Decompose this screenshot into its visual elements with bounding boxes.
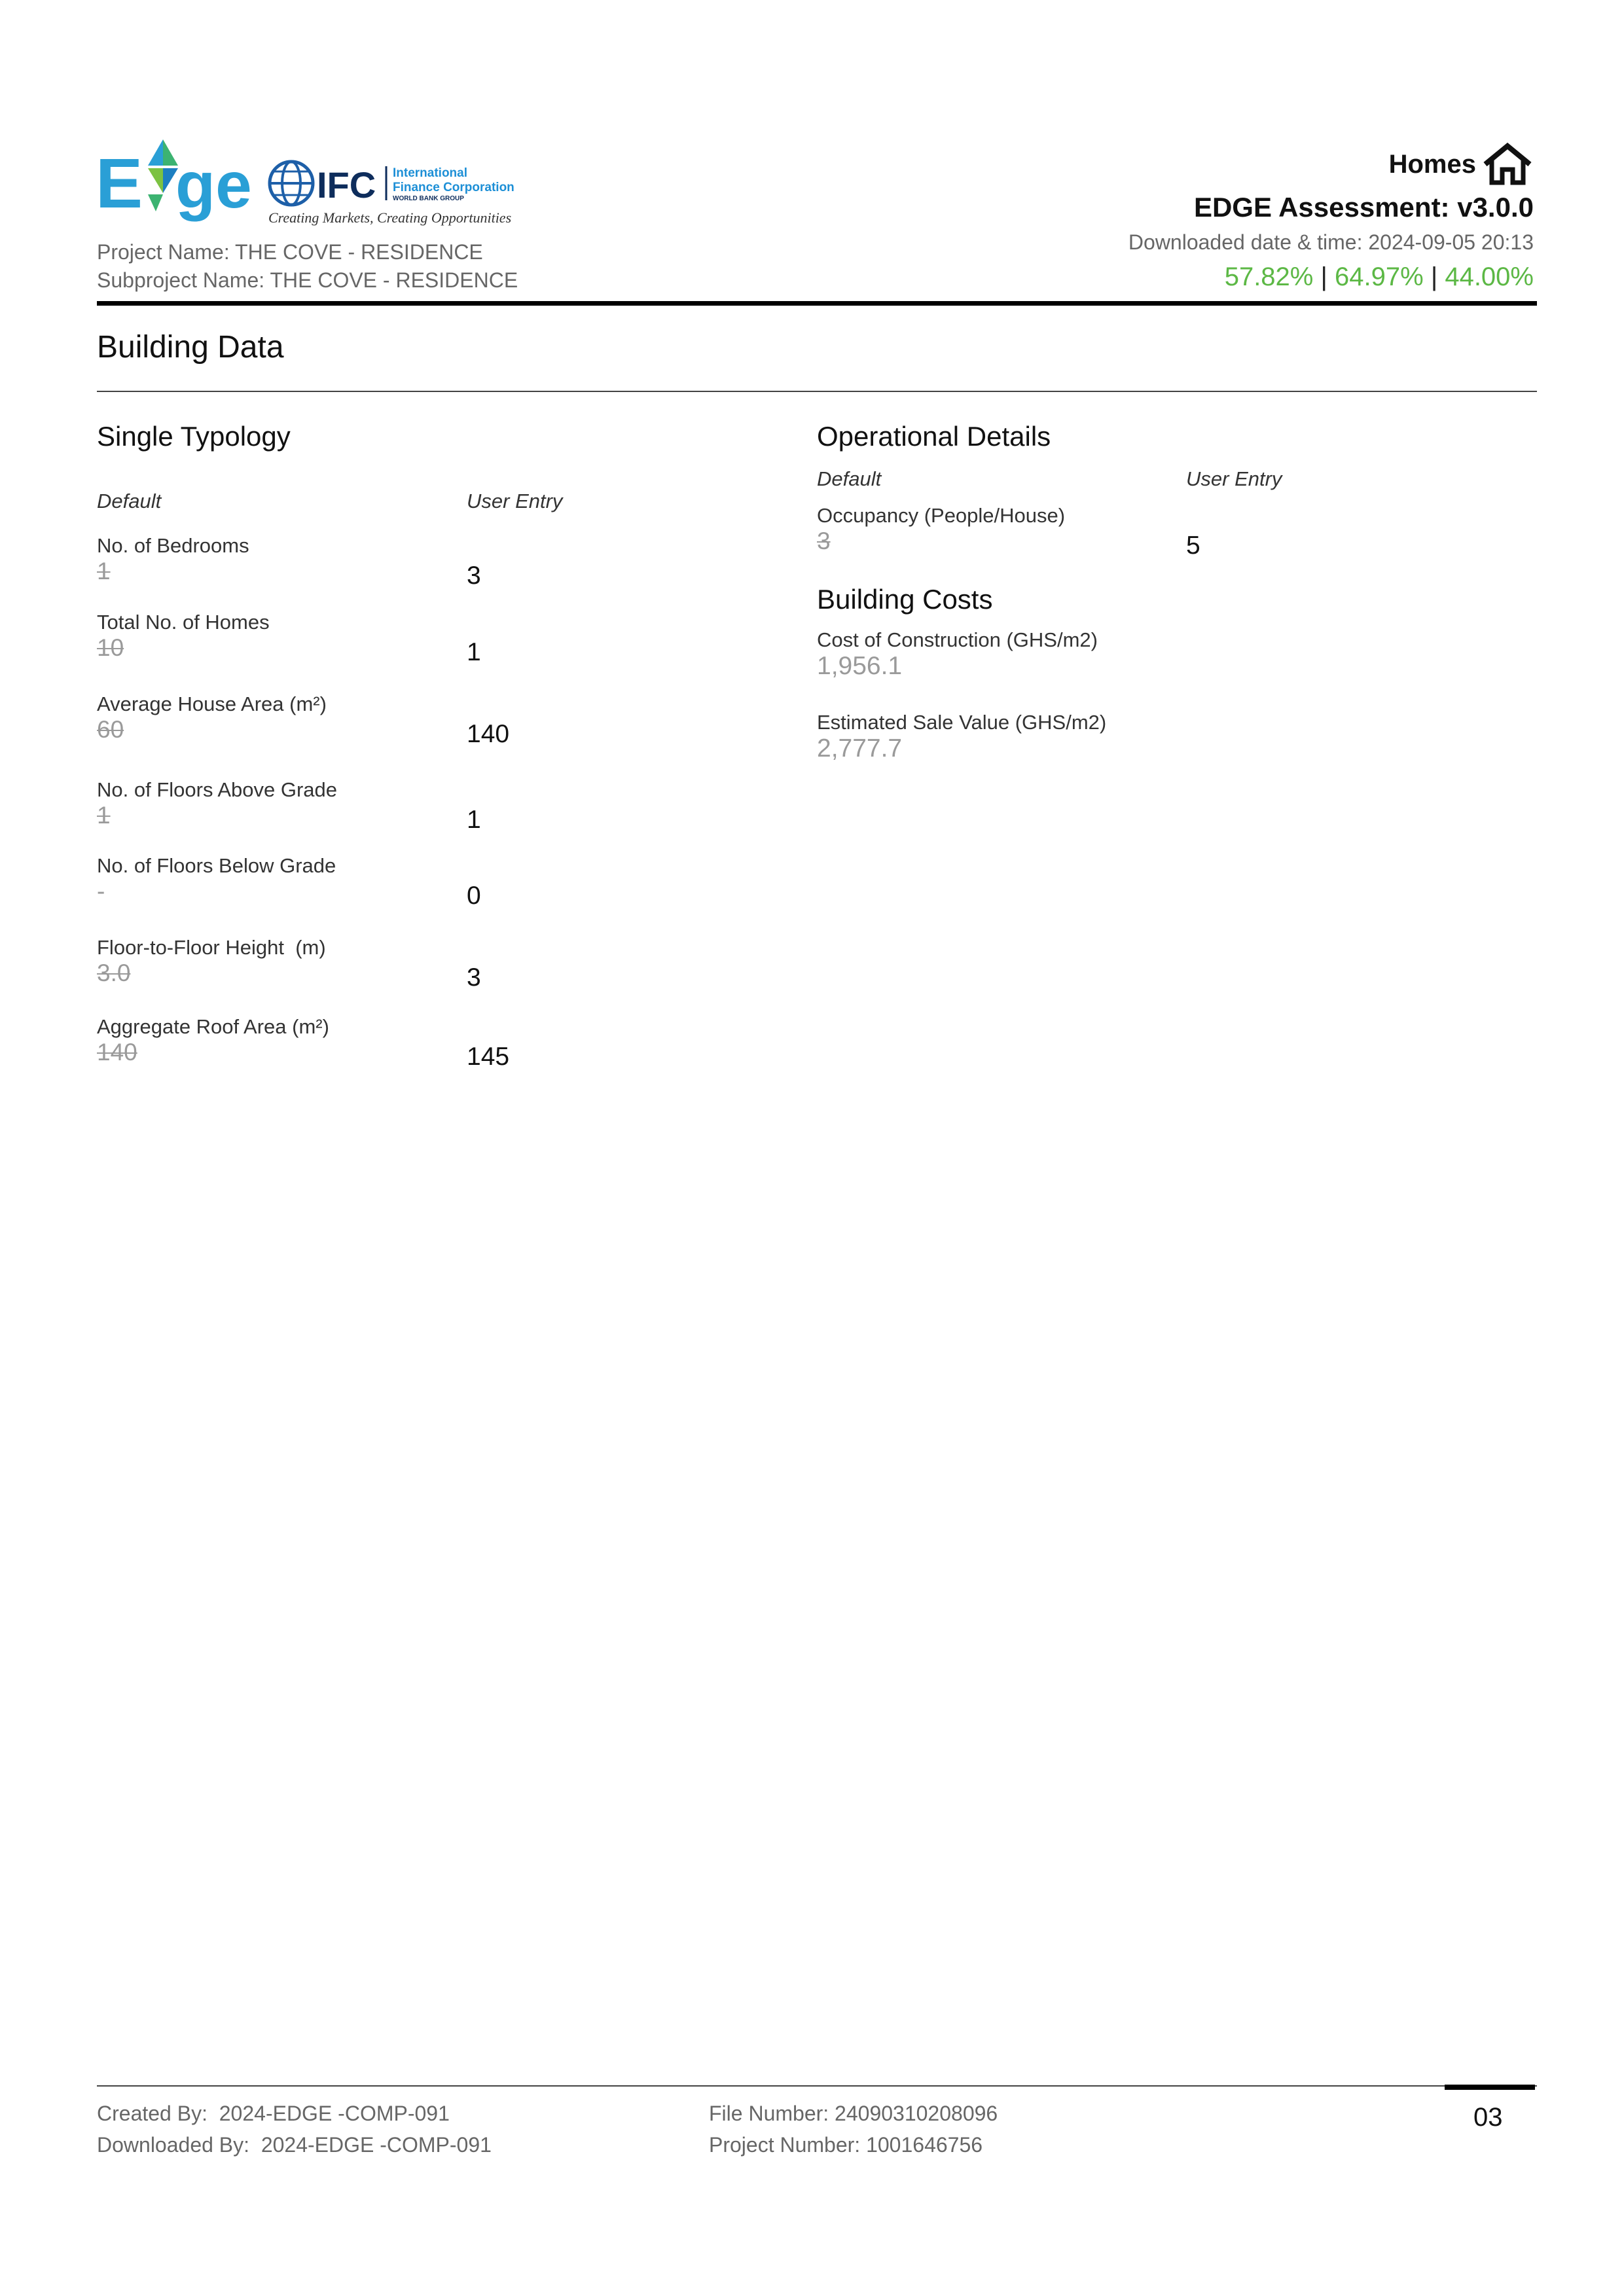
project-info <box>97 238 518 295</box>
row-label: No. of Floors Above Grade <box>97 778 338 801</box>
subproject-name <box>97 266 518 295</box>
header-divider <box>97 301 1537 306</box>
operational-col-default: Default <box>817 467 882 490</box>
row-default: 1 <box>97 802 111 829</box>
row-default: 1 <box>97 558 111 584</box>
downloaded-datetime: Downloaded date & time: 2024-09-05 20:13 <box>1128 230 1534 254</box>
row-default: 60 <box>97 716 124 743</box>
project-number: Project Number: 1001646756 <box>709 2133 983 2157</box>
water-score: 64.97% <box>1335 262 1424 291</box>
svg-text:ge: ge <box>175 149 252 222</box>
house-icon <box>1481 141 1534 188</box>
typology-col-default: Default <box>97 490 162 512</box>
savings-scores: 57.82% | 64.97% | 44.00% <box>1224 262 1534 291</box>
row-label: No. of Floors Below Grade <box>97 854 336 877</box>
operational-heading: Operational Details <box>817 421 1051 452</box>
row-label: Total No. of Homes <box>97 611 270 634</box>
row-floors-below <box>97 854 686 910</box>
operational-col-user: User Entry <box>1186 467 1282 490</box>
page-title: Building Data <box>97 330 284 365</box>
footer-divider <box>97 2085 1537 2087</box>
project-name-value: THE COVE - RESIDENCE <box>235 240 483 264</box>
row-label: Occupancy (People/House) <box>817 504 1066 527</box>
row-label: Floor-to-Floor Height (m) <box>97 936 326 959</box>
svg-text:Creating Markets, Creating Opp: Creating Markets, Creating Opportunities <box>268 209 512 226</box>
row-house-area <box>97 692 686 748</box>
row-value: 2,777.7 <box>817 734 903 762</box>
svg-text:IFC: IFC <box>317 164 376 206</box>
project-name-label: Project Name: <box>97 240 230 264</box>
page-number: 03 <box>1473 2103 1503 2132</box>
row-value: 1,956.1 <box>817 652 903 680</box>
row-total-homes <box>97 611 686 666</box>
row-label: Estimated Sale Value (GHS/m2) <box>817 711 1107 734</box>
row-construction-cost <box>817 628 1098 681</box>
row-user: 5 <box>1186 531 1200 560</box>
row-sale-value <box>817 711 1106 763</box>
row-default: 3 <box>817 528 831 554</box>
project-name <box>97 238 518 266</box>
typology-heading: Single Typology <box>97 421 291 452</box>
typology-col-user: User Entry <box>467 490 563 512</box>
title-divider <box>97 391 1537 392</box>
energy-score: 57.82% <box>1224 262 1314 291</box>
subproject-name-label: Subproject Name: <box>97 268 265 292</box>
svg-text:Finance Corporation: Finance Corporation <box>393 181 514 194</box>
row-user: 140 <box>467 720 510 748</box>
row-occupancy <box>817 504 1406 560</box>
row-user: 3 <box>467 963 481 992</box>
row-bedrooms <box>97 534 686 590</box>
footer-middle <box>709 2098 998 2161</box>
assessment-version: EDGE Assessment: v3.0.0 <box>1193 192 1534 223</box>
row-user: 3 <box>467 562 481 590</box>
row-default: 140 <box>97 1039 137 1066</box>
created-by: Created By: 2024-EDGE -COMP-091 <box>97 2102 450 2125</box>
edge-logo <box>96 134 252 223</box>
row-user: 0 <box>467 882 481 910</box>
file-number: File Number: 24090310208096 <box>709 2102 998 2125</box>
assessment-info <box>1128 137 1534 296</box>
row-roof-area <box>97 1015 686 1071</box>
row-label: Average House Area (m²) <box>97 692 327 715</box>
page-number-bar <box>1445 2085 1535 2090</box>
svg-text:WORLD BANK GROUP: WORLD BANK GROUP <box>393 195 464 202</box>
svg-text:International: International <box>393 166 468 180</box>
row-label: Aggregate Roof Area (m²) <box>97 1015 329 1038</box>
row-default: 3.0 <box>97 960 131 986</box>
footer-left <box>97 2098 492 2161</box>
row-default: - <box>97 878 105 905</box>
row-user: 1 <box>467 638 481 666</box>
row-label: Cost of Construction (GHS/m2) <box>817 628 1098 651</box>
row-floors-above <box>97 778 686 834</box>
subproject-name-value: THE COVE - RESIDENCE <box>270 268 518 292</box>
row-label: No. of Bedrooms <box>97 534 249 557</box>
row-default: 10 <box>97 634 124 661</box>
row-user: 145 <box>467 1043 510 1071</box>
row-user: 1 <box>467 806 481 834</box>
downloaded-by: Downloaded By: 2024-EDGE -COMP-091 <box>97 2133 492 2157</box>
row-floor-height <box>97 936 686 992</box>
svg-text:E: E <box>96 143 143 223</box>
materials-score: 44.00% <box>1445 262 1534 291</box>
ifc-logo <box>268 157 530 229</box>
category-label: Homes <box>1388 149 1476 179</box>
costs-heading: Building Costs <box>817 584 993 615</box>
